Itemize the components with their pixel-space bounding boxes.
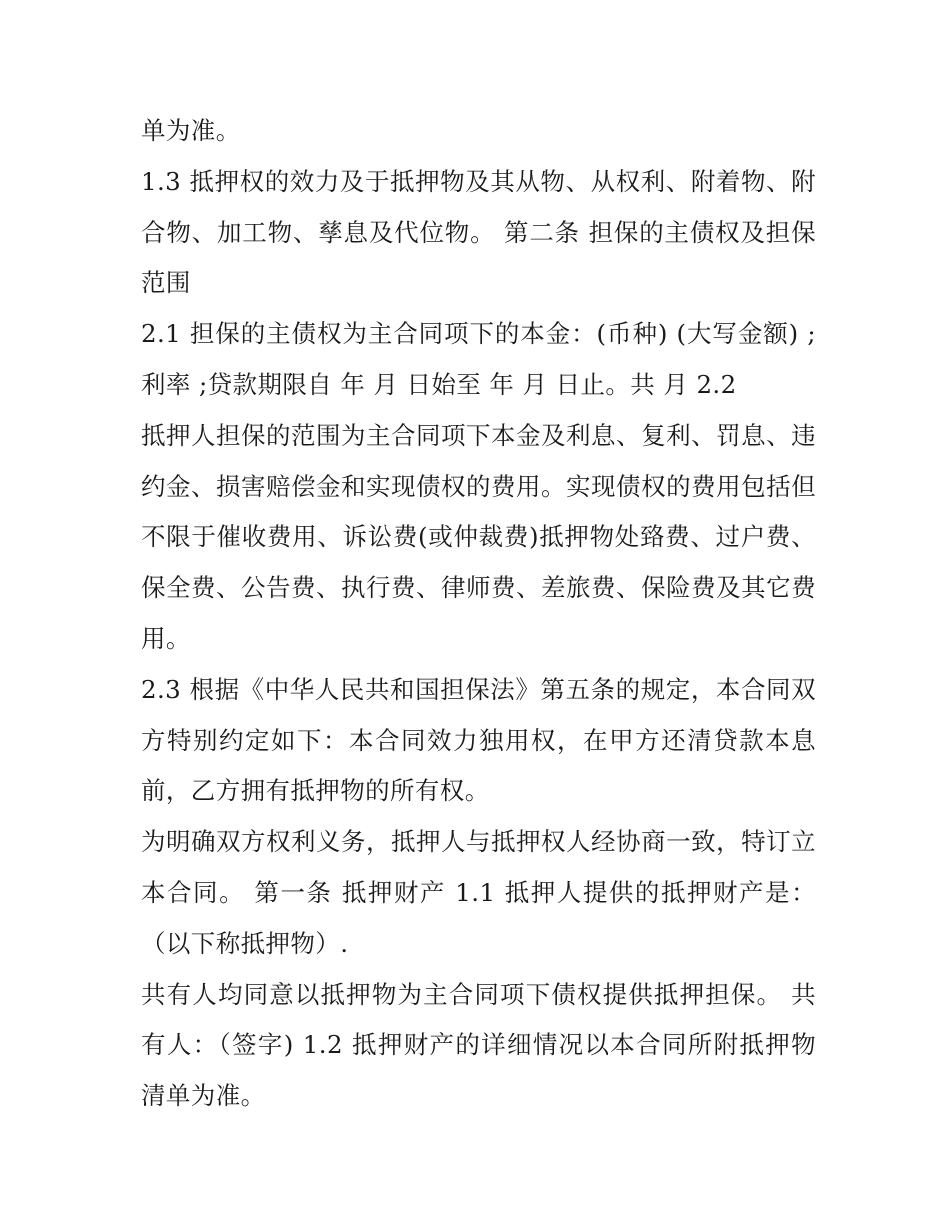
paragraph-guarantee-scope: 抵押人担保的范围为主合同项下本金及利息、复利、罚息、违约金、损害赔偿金和实现债权的费用。实现债权的费用包括但不限于催收费用、诉讼费(或仲裁费)抵押物处臵费、过户费、保全费、公告费、执行费、律师费、差旅费、保险费及其它费用。 [141,420,816,653]
paragraph-continuation: 单为准。 [141,116,241,145]
document-body [141,106,816,1122]
paragraph-clause-2-3: 2.3 根据《中华人民共和国担保法》第五条的规定，本合同双方特别约定如下：本合同效力独用权，在甲方还清贷款本息前，乙方拥有抵押物的所有权。 [141,674,816,806]
paragraph-clause-2-1: 2.1 担保的主债权为主合同项下的本金：(币种) (大写金额) ;利率 ;贷款期限自 年 月 日始至 年 月 日止。共 月 2.2 [141,319,816,399]
paragraph-contract-purpose: 为明确双方权利义务，抵押人与抵押权人经协商一致，特订立本合同。 第一条 抵押财产 1.1 抵押人提供的抵押财产是：（以下称抵押物）. [141,827,816,958]
paragraph-clause-1-3: 1.3 抵押权的效力及于抵押物及其从物、从权利、附着物、附合物、加工物、孳息及代位物。 第二条 担保的主债权及担保范围 [141,166,816,298]
paragraph-co-owner-consent: 共有人均同意以抵押物为主合同项下债权提供抵押担保。 共有人：（签字) 1.2 抵押财产的详细情况以本合同所附抵押物清单为准。 [141,979,816,1111]
